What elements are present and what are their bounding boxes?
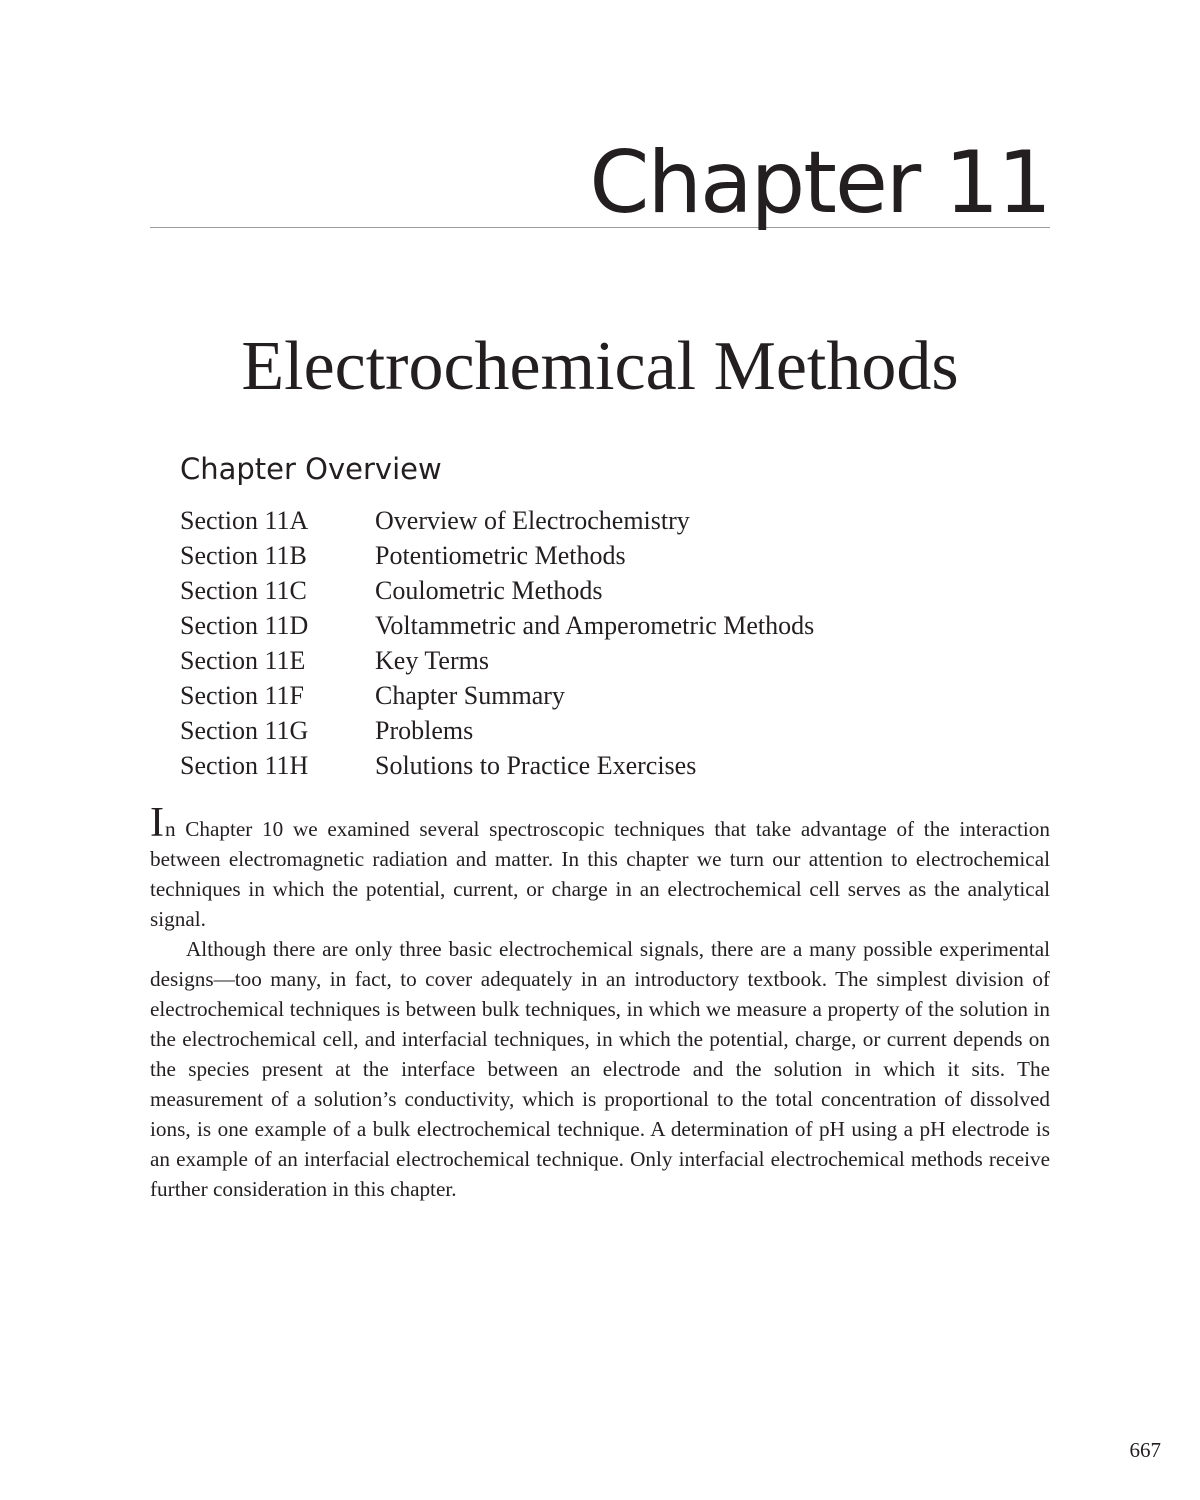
- page-number: 667: [1129, 1438, 1161, 1462]
- toc-row: [180, 643, 940, 678]
- toc-row: [180, 748, 940, 783]
- overview-heading: Chapter Overview: [180, 452, 442, 486]
- chapter-header: [150, 133, 1050, 233]
- toc-section-id: Section 11F: [180, 681, 304, 710]
- toc-section-id: Section 11A: [180, 506, 309, 535]
- toc-section-id: Section 11C: [180, 576, 307, 605]
- toc-section-id: Section 11H: [180, 751, 309, 780]
- toc-section-title: Overview of Electrochemistry: [375, 506, 690, 535]
- toc-row: [180, 678, 940, 713]
- chapter-overview-list: [180, 503, 940, 783]
- toc-row: [180, 608, 940, 643]
- intro-paragraph: [150, 800, 1050, 934]
- toc-section-title: Voltammetric and Amperometric Methods: [375, 611, 815, 640]
- toc-section-title: Chapter Summary: [375, 681, 565, 710]
- intro-paragraph-text: n Chapter 10 we examined several spectroscopic techniques that take advantage of the interaction between electromagnetic radiation and matter. In this chapter we turn our attention to electrochemical techniques in which the potential, current, or charge in an electrochemical cell serves as the analytical signal.: [150, 817, 1050, 931]
- toc-row: [180, 713, 940, 748]
- toc-section-title: Problems: [375, 716, 474, 745]
- chapter-introduction: [150, 800, 1050, 1204]
- toc-section-id: Section 11E: [180, 646, 306, 675]
- toc-row: [180, 538, 940, 573]
- toc-section-title: Key Terms: [375, 646, 489, 675]
- chapter-title: Electrochemical Methods: [241, 328, 959, 405]
- intro-paragraph: Although there are only three basic electrochemical signals, there are a many possible experimental designs—too many, in fact, to cover adequately in an introductory textbook. The simplest division of electrochemical techniques is between bulk techniques, in which we measure a property of the solution in the electrochemical cell, and interfacial techniques, in which the potential, charge, or current depends on the species present at the interface between an electrode and the solution in which it sits. The measurement of a solution’s conductivity, which is proportional to the total concentration of dissolved ions, is one example of a bulk electrochemical technique. A determination of pH using a pH electrode is an example of an interfacial electrochemical technique. Only interfacial electrochemical methods receive further consideration in this chapter.: [150, 937, 1050, 1201]
- chapter-number: Chapter 11: [589, 133, 1050, 233]
- toc-section-title: Potentiometric Methods: [375, 541, 626, 570]
- toc-section-id: Section 11B: [180, 541, 307, 570]
- toc-section-id: Section 11G: [180, 716, 309, 745]
- drop-cap: I: [150, 800, 165, 846]
- toc-section-title: Coulometric Methods: [375, 576, 603, 605]
- toc-row: [180, 573, 940, 608]
- toc-row: [180, 503, 940, 538]
- toc-section-title: Solutions to Practice Exercises: [375, 751, 697, 780]
- toc-section-id: Section 11D: [180, 611, 309, 640]
